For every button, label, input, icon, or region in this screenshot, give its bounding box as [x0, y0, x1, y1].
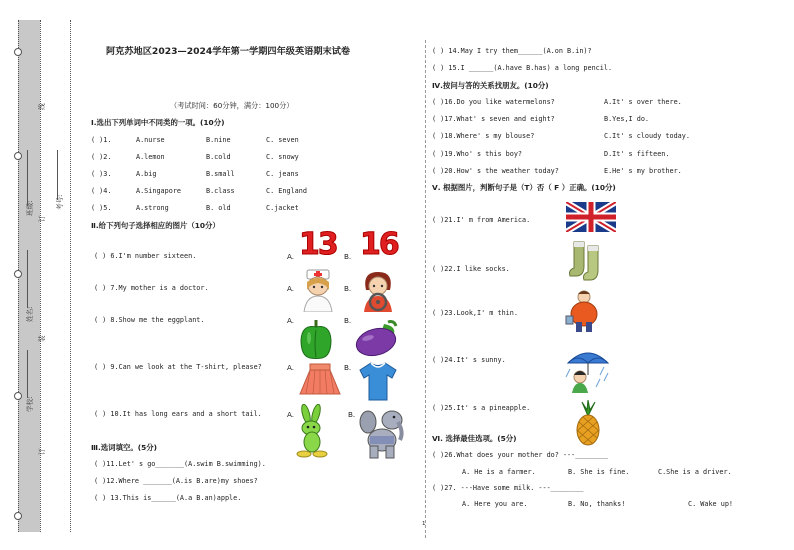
- rain-umbrella-icon: [564, 345, 612, 393]
- gutter-dotted-line-middle: [40, 20, 41, 532]
- q16-text[interactable]: ( )16.Do you like watermelons?: [432, 98, 555, 106]
- q26-text[interactable]: ( )26.What does your mother do? ---________: [432, 451, 608, 459]
- number-16-picture: 16: [360, 227, 398, 262]
- answer-d: D.It' s fifteen.: [604, 150, 670, 158]
- section4-heading: Ⅳ.按问与答的关系找朋友。(10分): [432, 81, 549, 90]
- q1-option-a: A.nurse: [136, 136, 165, 144]
- section5-heading: Ⅴ. 根据图片，判断句子是（T）否（ F ）正确。(10分): [432, 183, 616, 192]
- q8-label-b: B.: [344, 316, 352, 325]
- gutter-label-class: 班级:: [26, 200, 34, 216]
- t-shirt-icon: [358, 360, 398, 402]
- q4-bracket[interactable]: ( )4.: [91, 187, 112, 195]
- gutter-mark-zhuang: 装: [38, 335, 46, 342]
- skirt-icon: [298, 362, 342, 398]
- q2-bracket[interactable]: ( )2.: [91, 153, 112, 161]
- q26-option-a: A. He is a farmer.: [462, 468, 536, 476]
- binding-hole-circle: [14, 48, 22, 56]
- q3-option-a: A.big: [136, 170, 157, 178]
- q2-option-c: C. snowy: [266, 153, 299, 161]
- name-blank-line: [27, 250, 28, 308]
- gutter-mark-xian: 线: [38, 103, 46, 110]
- q4-option-a: A.Singapore: [136, 187, 182, 195]
- elephant-icon: [358, 404, 406, 460]
- q1-option-b: B.nine: [206, 136, 231, 144]
- q9-text[interactable]: ( ) 9.Can we look at the T-shirt, please?: [94, 363, 262, 371]
- q12-text[interactable]: ( )12.Where _______(A.is B.are)my shoes?: [94, 477, 258, 485]
- q23-text[interactable]: ( )23.Look,I' m thin.: [432, 309, 518, 317]
- q15-text[interactable]: ( ) 15.I ______(A.have B.has) a long pencil.: [432, 64, 613, 72]
- q27-option-a: A. Here you are.: [462, 500, 528, 508]
- q7-text[interactable]: ( ) 7.My mother is a doctor.: [94, 284, 209, 292]
- q4-option-b: B.class: [206, 187, 235, 195]
- q5-bracket[interactable]: ( )5.: [91, 204, 112, 212]
- q27-text[interactable]: ( )27. ---Have some milk. ---________: [432, 484, 584, 492]
- q1-bracket[interactable]: ( )1.: [91, 136, 112, 144]
- q10-label-a: A.: [287, 410, 295, 419]
- fat-man-icon: [564, 288, 604, 334]
- gutter-dotted-line-inner: [70, 20, 71, 532]
- answer-c: C.It' s cloudy today.: [604, 132, 690, 140]
- eggplant-icon: [354, 318, 400, 358]
- q24-text[interactable]: ( )24.It' s sunny.: [432, 356, 506, 364]
- school-blank-line: [27, 350, 28, 398]
- q11-text[interactable]: ( )11.Let' s go_______(A.swim B.swimming).: [94, 460, 266, 468]
- class-blank-line: [27, 150, 28, 206]
- q6-label-a: A.: [287, 252, 295, 261]
- socks-icon: [568, 240, 608, 284]
- q26-option-c: C.She is a driver.: [658, 468, 732, 476]
- q25-text[interactable]: ( )25.It' s a pineapple.: [432, 404, 531, 412]
- q3-bracket[interactable]: ( )3.: [91, 170, 112, 178]
- binding-gutter: [0, 0, 77, 550]
- answer-a: A.It' s over there.: [604, 98, 682, 106]
- exam-title: 阿克苏地区2023—2024学年第一学期四年级英语期末试卷: [106, 46, 351, 57]
- q27-option-b: B. No, thanks!: [568, 500, 626, 508]
- q19-text[interactable]: ( )19.Who' s this boy?: [432, 150, 523, 158]
- q7-label-a: A.: [287, 284, 295, 293]
- q22-text[interactable]: ( )22.I like socks.: [432, 265, 510, 273]
- q7-label-b: B.: [344, 284, 352, 293]
- q5-option-c: C.jacket: [266, 204, 299, 212]
- exam-info: （考试时间：60分钟，满分：100分）: [170, 101, 294, 110]
- binding-hole-circle: [14, 392, 22, 400]
- pineapple-icon: [572, 400, 604, 446]
- q9-label-b: B.: [344, 363, 352, 372]
- q6-text[interactable]: ( ) 6.I'm number sixteen.: [94, 252, 197, 260]
- green-pepper-icon: [298, 318, 334, 360]
- rabbit-icon: [292, 404, 332, 458]
- q2-option-a: A.lemon: [136, 153, 165, 161]
- driver-icon: [356, 268, 400, 312]
- q6-label-b: B.: [344, 252, 352, 261]
- binding-hole-circle: [14, 270, 22, 278]
- q27-option-c: C. Wake up!: [688, 500, 734, 508]
- gutter-label-number: 考号:: [56, 194, 64, 210]
- gutter-mark-ding-2: 订: [38, 448, 46, 455]
- q14-text[interactable]: ( ) 14.May I try them______(A.on B.in)?: [432, 47, 592, 55]
- q17-text[interactable]: ( )17.What' s seven and eight?: [432, 115, 555, 123]
- column-divider: [425, 40, 426, 538]
- q4-option-c: C. England: [266, 187, 307, 195]
- answer-e: E.He' s my brother.: [604, 167, 682, 175]
- binding-hole-circle: [14, 512, 22, 520]
- q20-text[interactable]: ( )20.How' s the weather today?: [432, 167, 559, 175]
- number-13-picture: 13: [299, 227, 337, 262]
- q3-option-c: C. jeans: [266, 170, 299, 178]
- section6-heading: Ⅵ. 选择最佳选项。(5分): [432, 434, 517, 443]
- gutter-mark-ding: 订: [38, 215, 46, 222]
- q10-label-b: B.: [348, 410, 356, 419]
- q18-text[interactable]: ( )18.Where' s my blouse?: [432, 132, 535, 140]
- page-number: 1: [422, 521, 426, 527]
- q2-option-b: B.cold: [206, 153, 231, 161]
- q3-option-b: B.small: [206, 170, 235, 178]
- q26-option-b: B. She is fine.: [568, 468, 630, 476]
- q1-option-c: C. seven: [266, 136, 299, 144]
- q5-option-b: B. old: [206, 204, 231, 212]
- q13-text[interactable]: ( ) 13.This is______(A.a B.an)apple.: [94, 494, 242, 502]
- gutter-label-school: 学校:: [26, 396, 34, 412]
- q5-option-a: A.strong: [136, 204, 169, 212]
- binding-hole-circle: [14, 152, 22, 160]
- section1-heading: Ⅰ.选出下列单词中不同类的一项。(10分): [91, 118, 225, 127]
- q8-label-a: A.: [287, 316, 295, 325]
- q10-text[interactable]: ( ) 10.It has long ears and a short tail.: [94, 410, 262, 418]
- section3-heading: Ⅲ.选词填空。(5分): [91, 443, 158, 452]
- answer-b: B.Yes,I do.: [604, 115, 650, 123]
- uk-flag-icon: [566, 202, 616, 232]
- gutter-label-name: 姓名:: [26, 306, 34, 322]
- number-blank-line: [57, 150, 58, 200]
- q21-text[interactable]: ( )21.I' m from America.: [432, 216, 531, 224]
- q9-label-a: A.: [287, 363, 295, 372]
- doctor-icon: [298, 268, 338, 312]
- q8-text[interactable]: ( ) 8.Show me the eggplant.: [94, 316, 205, 324]
- section2-heading: Ⅱ.给下列句子选择相应的图片（10分）: [91, 221, 220, 230]
